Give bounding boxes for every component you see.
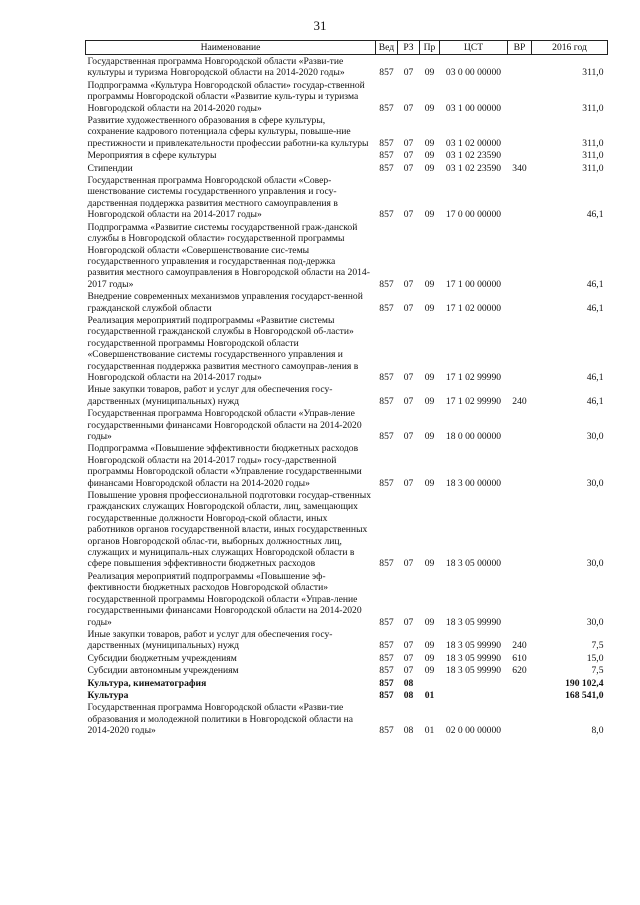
- cell-vr: [508, 149, 532, 161]
- cell-name: Подпрограмма «Развитие системы государственной граж-данской службы в Новгородской области» государственной программы Новгородской области «Совершенствование сис-темы государственного управления и государственная под-держка развития местного самоуправления в Новгородской области на 2014-2017 годы»: [87, 221, 370, 290]
- cell-ved: 857: [379, 677, 394, 689]
- cell-ved: 857: [379, 150, 394, 162]
- header-ved: Вед: [376, 41, 398, 55]
- cell-pr: 09: [424, 665, 435, 677]
- cell-cst: 03 0 00 00000: [445, 67, 502, 79]
- cell-name: Государственная программа Новгородской области «Совер-шенствование системы государственного управления и госу-дарственная поддержка развития местного самоуправления в Новгородской области на 2014-2017 годы»: [87, 175, 338, 221]
- cell-vr: [508, 442, 532, 489]
- cell-ved: 857: [379, 67, 394, 79]
- cell-name: Субсидии бюджетным учреждениям: [87, 652, 237, 664]
- cell-name: Государственная программа Новгородской области «Разви-тие образования и молодежной политики в Новгородской области на 2014-2020 годы»: [87, 702, 354, 737]
- cell-cst: 02 0 00 00000: [445, 725, 502, 737]
- table-row: [86, 407, 608, 442]
- cell-cst: [440, 689, 508, 701]
- cell-ved: 857: [379, 725, 394, 737]
- cell-cst: 18 3 05 99990: [445, 616, 502, 628]
- cell-sum: 168 541,0: [565, 689, 604, 701]
- header-year: 2016 год: [532, 41, 608, 55]
- cell-ved: 857: [379, 652, 394, 664]
- cell-vr: [508, 570, 532, 628]
- cell-cst: 03 1 02 23590: [445, 162, 502, 174]
- table-row: [86, 174, 608, 221]
- cell-sum: 311,0: [582, 137, 604, 149]
- cell-ved: 857: [379, 431, 394, 442]
- table-row: [86, 55, 608, 79]
- cell-name: Внедрение современных механизмов управления государст-венной гражданской службой области: [87, 291, 363, 314]
- cell-ved: 857: [379, 640, 394, 652]
- cell-name: Реализация мероприятий подпрограммы «Повышение эф-фективности бюджетных расходов Новгородской области» государственной программы Новгородской области «Управ-ление государственными финансами Новгородской области на 2014-2020 годы»: [87, 570, 362, 628]
- cell-cst: 18 0 00 00000: [445, 431, 502, 442]
- cell-pr: 09: [424, 302, 435, 314]
- cell-rz: 08: [403, 689, 414, 701]
- cell-sum: 46,1: [586, 302, 604, 314]
- table-row: [86, 652, 608, 664]
- cell-cst: 17 1 02 99990: [445, 371, 502, 383]
- cell-vr: [508, 677, 532, 689]
- cell-cst: 03 1 00 00000: [445, 102, 502, 114]
- cell-sum: 30,0: [586, 558, 604, 570]
- cell-sum: 311,0: [582, 102, 604, 114]
- cell-name: Иные закупки товаров, работ и услуг для обеспечения госу-дарственных (муниципальных) нужд: [87, 628, 333, 652]
- cell-vr: [508, 290, 532, 314]
- cell-rz: 08: [403, 725, 414, 737]
- cell-sum: 30,0: [586, 431, 604, 442]
- cell-name: Культура, кинематография: [87, 677, 207, 689]
- cell-rz: 07: [403, 640, 414, 652]
- cell-sum: 46,1: [586, 371, 604, 383]
- cell-name: Государственная программа Новгородской области «Управ-ление государственными финансами Новгородской области на 2014-2020 годы»: [87, 408, 362, 442]
- cell-ved: 857: [379, 102, 394, 114]
- cell-name: Государственная программа Новгородской области «Разви-тие культуры и туризма Новгородской области на 2014-2020 годы»: [87, 56, 345, 79]
- cell-pr: 09: [424, 102, 435, 114]
- cell-rz: 07: [403, 395, 414, 407]
- cell-name: Развитие художественного образования в сфере культуры, сохранение кадрового потенциала сферы культуры, повыше-ние престижности и привлекательности профессии работни-ка культуры: [87, 115, 369, 149]
- table-row: [86, 570, 608, 628]
- cell-vr: [508, 701, 532, 736]
- cell-ved: 857: [379, 278, 394, 290]
- cell-sum: 7,5: [591, 640, 604, 652]
- cell-pr: 09: [424, 652, 435, 664]
- cell-sum: 7,5: [591, 665, 604, 677]
- cell-sum: 311,0: [582, 162, 604, 174]
- cell-rz: 07: [403, 652, 414, 664]
- cell-rz: 07: [403, 67, 414, 79]
- cell-sum: 30,0: [586, 477, 604, 489]
- cell-pr: 09: [424, 395, 435, 407]
- cell-pr: 09: [424, 278, 435, 290]
- cell-sum: 190 102,4: [565, 677, 604, 689]
- cell-ved: 857: [379, 665, 394, 677]
- cell-name: Реализация мероприятий подпрограммы «Развитие системы государственной гражданской службы в Новгородской об-ласти» государственной программы Новгородской области «Совершенствование системы государственного управления и государственная поддержка развития местного самоуправ-ления в Новгородской области на 2014-2017 годы»: [87, 314, 359, 383]
- cell-ved: 857: [379, 395, 394, 407]
- cell-vr: [508, 407, 532, 442]
- cell-ved: 857: [379, 209, 394, 221]
- cell-pr: 09: [424, 67, 435, 79]
- header-name: Наименование: [86, 41, 376, 55]
- cell-ved: 857: [379, 371, 394, 383]
- cell-pr: [420, 677, 440, 689]
- cell-pr: 09: [424, 431, 435, 442]
- cell-pr: 09: [424, 477, 435, 489]
- cell-vr: 610: [512, 652, 527, 664]
- cell-pr: 09: [424, 137, 435, 149]
- cell-ved: 857: [379, 162, 394, 174]
- cell-ved: 857: [379, 137, 394, 149]
- cell-rz: 07: [403, 137, 414, 149]
- cell-cst: 17 0 00 00000: [445, 209, 502, 221]
- header-rz: РЗ: [398, 41, 420, 55]
- cell-rz: 07: [403, 371, 414, 383]
- cell-vr: 340: [512, 162, 527, 174]
- cell-vr: [508, 489, 532, 570]
- cell-rz: 08: [403, 677, 414, 689]
- cell-name: Повышение уровня профессиональной подготовки государ-ственных гражданских служащих Новгородской области, лиц, замещающих государственные должности Новгород-ской области, иных работников органов государственной власти, иных государственных органов Новгородской облас-ти, выборных должностных лиц, служащих и муниципаль-ных служащих Новгородской области в сфере повышения эффективности бюджетных расходов: [87, 490, 371, 570]
- cell-pr: 09: [424, 209, 435, 221]
- table-row: [86, 664, 608, 676]
- cell-name: Подпрограмма «Культура Новгородской области» государ-ственной программы Новгородской области «Развитие куль-туры и туризма Новгородской области на 2014-2020 годы»: [87, 79, 365, 114]
- cell-cst: 17 1 02 99990: [445, 395, 502, 407]
- cell-ved: 857: [379, 689, 394, 701]
- table-header-row: [86, 41, 608, 55]
- cell-rz: 07: [403, 616, 414, 628]
- cell-ved: 857: [379, 477, 394, 489]
- cell-sum: 311,0: [582, 67, 604, 79]
- cell-cst: 18 3 05 99990: [445, 665, 502, 677]
- cell-vr: [508, 114, 532, 149]
- table-row: [86, 628, 608, 652]
- cell-sum: 311,0: [582, 150, 604, 162]
- cell-rz: 07: [403, 302, 414, 314]
- page-number: 31: [313, 18, 327, 33]
- cell-rz: 07: [403, 162, 414, 174]
- cell-rz: 07: [403, 278, 414, 290]
- cell-vr: [508, 314, 532, 383]
- table-row: [86, 114, 608, 149]
- cell-sum: 30,0: [586, 616, 604, 628]
- cell-name: Мероприятия в сфере культуры: [87, 150, 217, 162]
- cell-pr: 01: [424, 725, 435, 737]
- cell-vr: [508, 174, 532, 221]
- cell-name: Культура: [87, 689, 129, 701]
- cell-vr: [508, 55, 532, 79]
- cell-name: Иные закупки товаров, работ и услуг для обеспечения госу-дарственных (муниципальных) нужд: [87, 384, 333, 407]
- cell-rz: 07: [403, 209, 414, 221]
- cell-rz: 07: [403, 477, 414, 489]
- table-row: [86, 162, 608, 174]
- cell-cst: [440, 677, 508, 689]
- cell-sum: 46,1: [586, 209, 604, 221]
- cell-vr: [508, 79, 532, 114]
- cell-ved: 857: [379, 302, 394, 314]
- cell-sum: 46,1: [586, 395, 604, 407]
- cell-name: Стипендии: [87, 162, 133, 174]
- cell-vr: [508, 689, 532, 701]
- cell-pr: 09: [424, 162, 435, 174]
- table-row: [86, 701, 608, 736]
- cell-ved: 857: [379, 616, 394, 628]
- cell-pr: 09: [424, 640, 435, 652]
- cell-cst: 17 1 02 00000: [445, 302, 502, 314]
- cell-sum: 8,0: [591, 725, 604, 737]
- cell-rz: 07: [403, 558, 414, 570]
- cell-pr: 09: [424, 558, 435, 570]
- cell-name: Субсидии автономным учреждениям: [87, 665, 239, 677]
- cell-sum: 46,1: [586, 278, 604, 290]
- cell-cst: 18 3 05 99990: [445, 652, 502, 664]
- cell-pr: 01: [424, 689, 435, 701]
- table-row: [86, 677, 608, 689]
- cell-pr: 09: [424, 150, 435, 162]
- table-row: [86, 221, 608, 290]
- table-row: [86, 79, 608, 114]
- table-row: [86, 442, 608, 489]
- cell-cst: 03 1 02 00000: [445, 137, 502, 149]
- cell-vr: [508, 221, 532, 290]
- cell-ved: 857: [379, 558, 394, 570]
- table-row: [86, 489, 608, 570]
- cell-vr: 240: [512, 640, 527, 652]
- cell-cst: 18 3 05 00000: [445, 558, 502, 570]
- cell-rz: 07: [403, 665, 414, 677]
- cell-pr: 09: [424, 371, 435, 383]
- cell-cst: 18 3 05 99990: [445, 640, 502, 652]
- table-row: [86, 689, 608, 701]
- cell-rz: 07: [403, 150, 414, 162]
- budget-table: [85, 40, 608, 737]
- cell-pr: 09: [424, 616, 435, 628]
- table-row: [86, 314, 608, 383]
- table-row: [86, 149, 608, 161]
- header-cst: ЦСТ: [440, 41, 508, 55]
- cell-cst: 18 3 00 00000: [445, 477, 502, 489]
- table-body: [86, 55, 608, 737]
- cell-sum: 15,0: [586, 652, 604, 664]
- header-pr: Пр: [420, 41, 440, 55]
- cell-rz: 07: [403, 102, 414, 114]
- cell-cst: 17 1 00 00000: [445, 278, 502, 290]
- cell-name: Подпрограмма «Повышение эффективности бюджетных расходов Новгородской области на 2014-2017 годы» госу-дарственной программы Новгородской области «Управление государственными финансами Новгородской области на 2014-2020 годы»: [87, 443, 362, 489]
- cell-cst: 03 1 02 23590: [445, 150, 502, 162]
- table-row: [86, 290, 608, 314]
- cell-vr: 240: [512, 395, 527, 407]
- header-vr: ВР: [508, 41, 532, 55]
- table-row: [86, 383, 608, 407]
- cell-vr: 620: [512, 665, 527, 677]
- cell-rz: 07: [403, 431, 414, 442]
